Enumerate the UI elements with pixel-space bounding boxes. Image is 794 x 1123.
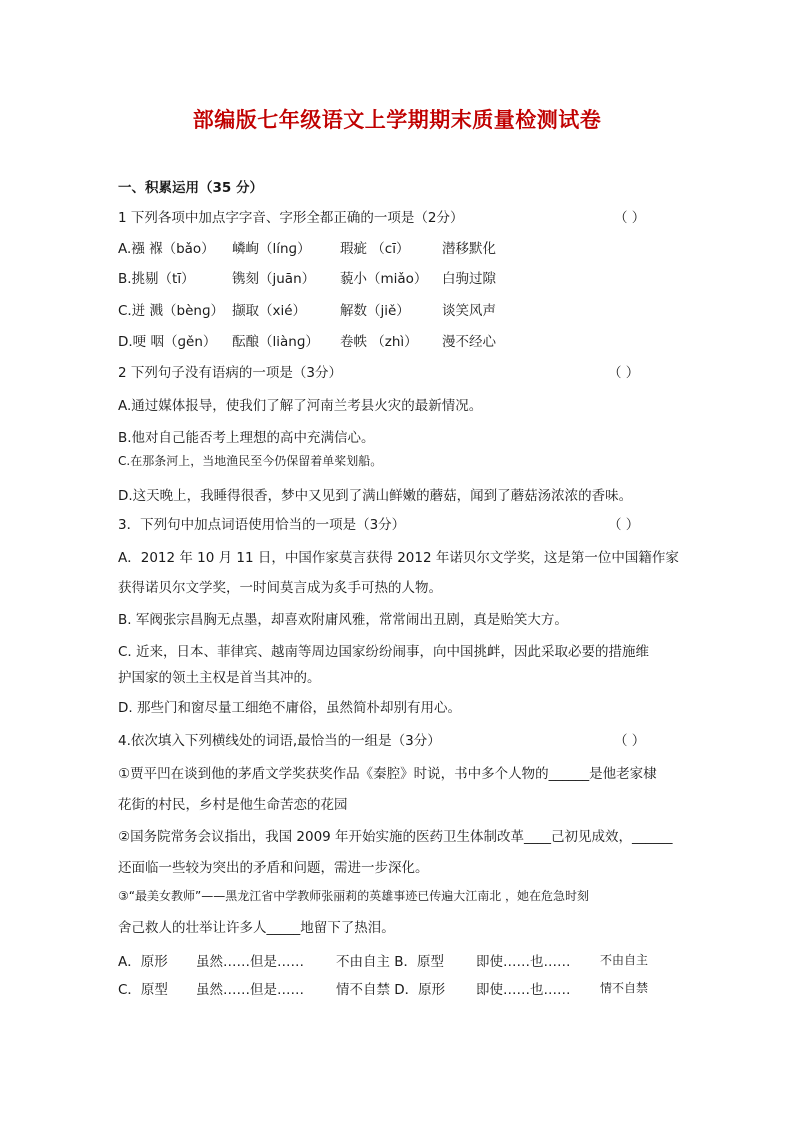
question-3-answer-blank: （ ） xyxy=(608,517,640,533)
q1-option-d-2: 酝酿（liànɡ） xyxy=(232,334,319,350)
q4-option-a-col5: 不由自主 xyxy=(600,953,649,967)
q1-option-b-2: 镌刻（juān） xyxy=(232,271,316,287)
q1-option-a-4: 潜移默化 xyxy=(442,241,496,257)
q4-option-a-col4: 即使……也…… xyxy=(476,954,571,970)
q1-option-a-2: 嶙峋（línɡ） xyxy=(232,241,311,257)
q1-option-a-3: 瑕疵 （cī） xyxy=(340,241,410,257)
q2-option-a: A.通过媒体报导，使我们了解了河南兰考县火灾的最新情况。 xyxy=(118,398,483,414)
q4-option-c-col5: 情不自禁 xyxy=(600,981,649,995)
q1-option-c-1: C.迸 溅（bènɡ） xyxy=(118,303,225,319)
q1-option-a-1: A.襁 褓（bǎo） xyxy=(118,241,215,257)
q1-option-b-4: 白驹过隙 xyxy=(442,271,496,287)
q4-sentence-3-line1: ③“最美女教师”——黑龙江省中学教师张丽莉的英雄事迹已传遍大江南北 ，她在危急时刻 xyxy=(118,889,590,903)
q4-sentence-1-line1: ①贾平凹在谈到他的茅盾文学奖获奖作品《秦腔》时说，书中多个人物的______是他老家棣 xyxy=(118,766,657,782)
q4-option-a-col3: 不由自主 B．原型 xyxy=(336,954,445,970)
q1-option-d-4: 漫不经心 xyxy=(442,334,496,350)
q1-option-b-1: B.挑剔（tī） xyxy=(118,271,195,287)
q3-option-d: D. 那些门和窗尽量工细绝不庸俗，虽然简朴却别有用心。 xyxy=(118,700,461,716)
q3-option-a-line2: 获得诺贝尔文学奖，一时间莫言成为炙手可热的人物。 xyxy=(118,580,442,596)
section-heading: 一、积累运用（35 分） xyxy=(118,180,263,196)
question-1-answer-blank: （ ） xyxy=(614,210,646,226)
q2-option-d: D.这天晚上，我睡得很香，梦中又见到了满山鲜嫩的蘑菇，闻到了蘑菇汤浓浓的香味。 xyxy=(118,488,633,504)
q4-option-a-col2: 虽然……但是…… xyxy=(196,954,304,970)
q2-option-c: C.在那条河上，当地渔民至今仍保留着单桨划船。 xyxy=(118,454,383,468)
q4-sentence-3-line2: 舍己救人的壮举让许多人_____地留下了热泪。 xyxy=(118,920,395,936)
q4-sentence-2-line2: 还面临一些较为突出的矛盾和问题，需进一步深化。 xyxy=(118,860,429,876)
q3-option-c-line2: 护国家的领土主权是首当其冲的。 xyxy=(118,670,321,686)
q4-option-c-col4: 即使……也…… xyxy=(476,982,571,998)
q4-option-c-col1: C．原型 xyxy=(118,982,168,998)
question-4-answer-blank: （ ） xyxy=(614,733,646,749)
q3-option-a-line1: A．2012 年 10 月 11 日，中国作家莫言获得 2012 年诺贝尔文学奖，这是第一位中国籍作家 xyxy=(118,550,679,566)
q1-option-d-1: D.哽 咽（ɡěn） xyxy=(118,334,217,350)
question-3-stem: 3．下列句中加点词语使用恰当的一项是（3分） xyxy=(118,517,406,533)
question-4-stem: 4.依次填入下列横线处的词语,最恰当的一组是（3分） xyxy=(118,733,441,749)
q1-option-c-3: 解数（jiě） xyxy=(340,303,410,319)
q4-option-c-col3: 情不自禁 D．原形 xyxy=(336,982,446,998)
q4-option-c-col2: 虽然……但是…… xyxy=(196,982,304,998)
q2-option-b: B.他对自己能否考上理想的高中充满信心。 xyxy=(118,430,375,446)
q1-option-d-3: 卷帙 （zhì） xyxy=(340,334,418,350)
q3-option-b: B. 军阀张宗昌胸无点墨，却喜欢附庸风雅，常常闹出丑剧，真是贻笑大方。 xyxy=(118,612,568,628)
q3-option-c-line1: C. 近来，日本、菲律宾、越南等周边国家纷纷闹事，向中国挑衅，因此采取必要的措施维 xyxy=(118,644,650,660)
question-2-stem: 2 下列句子没有语病的一项是（3分） xyxy=(118,365,342,381)
q4-sentence-2-line1: ②国务院常务会议指出，我国 2009 年开始实施的医药卫生体制改革____己初见成效，______ xyxy=(118,829,673,845)
q4-option-a-col1: A．原形 xyxy=(118,954,168,970)
page-title: 部编版七年级语文上学期期末质量检测试卷 xyxy=(192,108,602,132)
question-2-answer-blank: （ ） xyxy=(608,365,640,381)
q1-option-c-2: 撷取（xié） xyxy=(232,303,307,319)
q1-option-c-4: 谈笑风声 xyxy=(442,303,496,319)
question-1-stem: 1 下列各项中加点字字音、字形全都正确的一项是（2分） xyxy=(118,210,464,226)
q4-sentence-1-line2: 花街的村民，乡村是他生命苦恋的花园 xyxy=(118,797,348,813)
q1-option-b-3: 藐小（miǎo） xyxy=(340,271,428,287)
